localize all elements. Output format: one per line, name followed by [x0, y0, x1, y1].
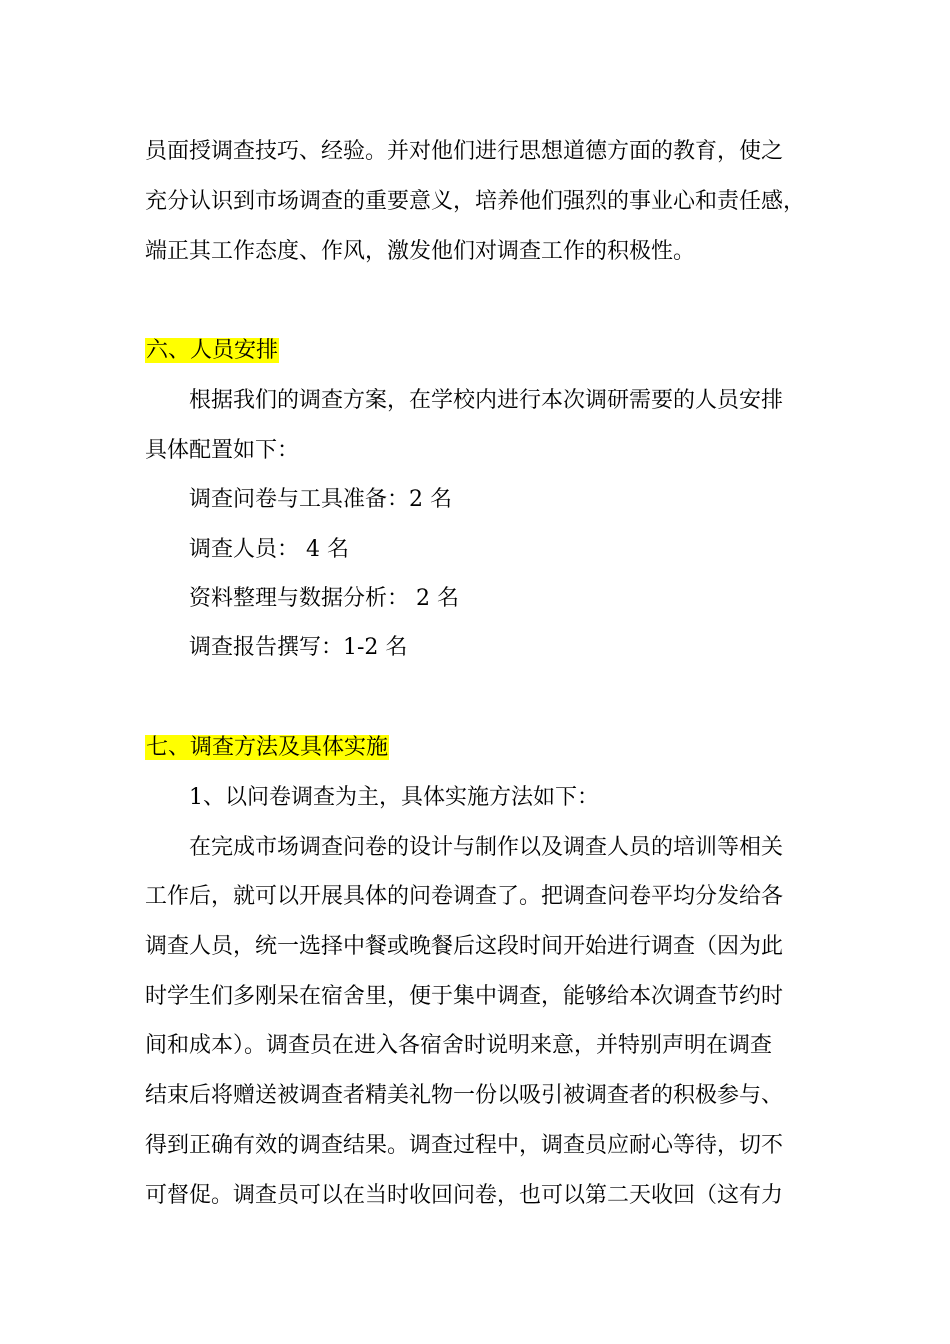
intro-line-2: 充分认识到市场调查的重要意义，培养他们强烈的事业心和责任感，: [145, 189, 806, 214]
section-7-paragraph-line-4: 时学生们多刚呆在宿舍里，便于集中调查，能够给本次调查节约时: [145, 984, 784, 1009]
section-6-heading-text: 六、人员安排: [146, 338, 279, 363]
section-7-paragraph-line-7: 得到正确有效的调查结果。调查过程中，调查员应耐心等待，切不: [145, 1133, 784, 1158]
staff-item-data-analysis: 资料整理与数据分析： 2 名: [189, 586, 459, 611]
intro-line-3: 端正其工作态度、作风，激发他们对调查工作的积极性。: [145, 239, 696, 264]
section-7-paragraph-line-6: 结束后将赠送被调查者精美礼物一份以吸引被调查者的积极参与、: [145, 1083, 784, 1108]
section-7-paragraph-line-1: 在完成市场调查问卷的设计与制作以及调查人员的培训等相关: [189, 835, 784, 860]
intro-line-1: 员面授调查技巧、经验。并对他们进行思想道德方面的教育，使之: [145, 139, 784, 164]
section-7-paragraph-line-3: 调查人员，统一选择中餐或晚餐后这段时间开始进行调查（因为此: [145, 934, 784, 959]
section-7-heading-text: 七、调查方法及具体实施: [146, 735, 389, 760]
staff-item-questionnaire: 调查问卷与工具准备：2 名: [189, 487, 452, 512]
section-7-paragraph-line-8: 可督促。调查员可以在当时收回问卷，也可以第二天收回（这有力: [145, 1183, 784, 1208]
section-7-paragraph-line-5: 间和成本）。调查员在进入各宿舍时说明来意，并特别声明在调查: [145, 1033, 773, 1058]
staff-item-surveyors: 调查人员： 4 名: [189, 537, 349, 562]
section-6-heading: [145, 336, 279, 366]
section-7-paragraph-line-2: 工作后，就可以开展具体的问卷调查了。把调查问卷平均分发给各: [145, 884, 784, 909]
section-7-subheading: 1、以问卷调查为主，具体实施方法如下：: [189, 785, 599, 810]
section-6-paragraph-line-1: 根据我们的调查方案，在学校内进行本次调研需要的人员安排: [189, 388, 784, 413]
staff-item-report-writing: 调查报告撰写：1-2 名: [189, 635, 408, 660]
section-6-paragraph-line-2: 具体配置如下：: [145, 438, 300, 463]
section-7-heading: [145, 733, 389, 763]
